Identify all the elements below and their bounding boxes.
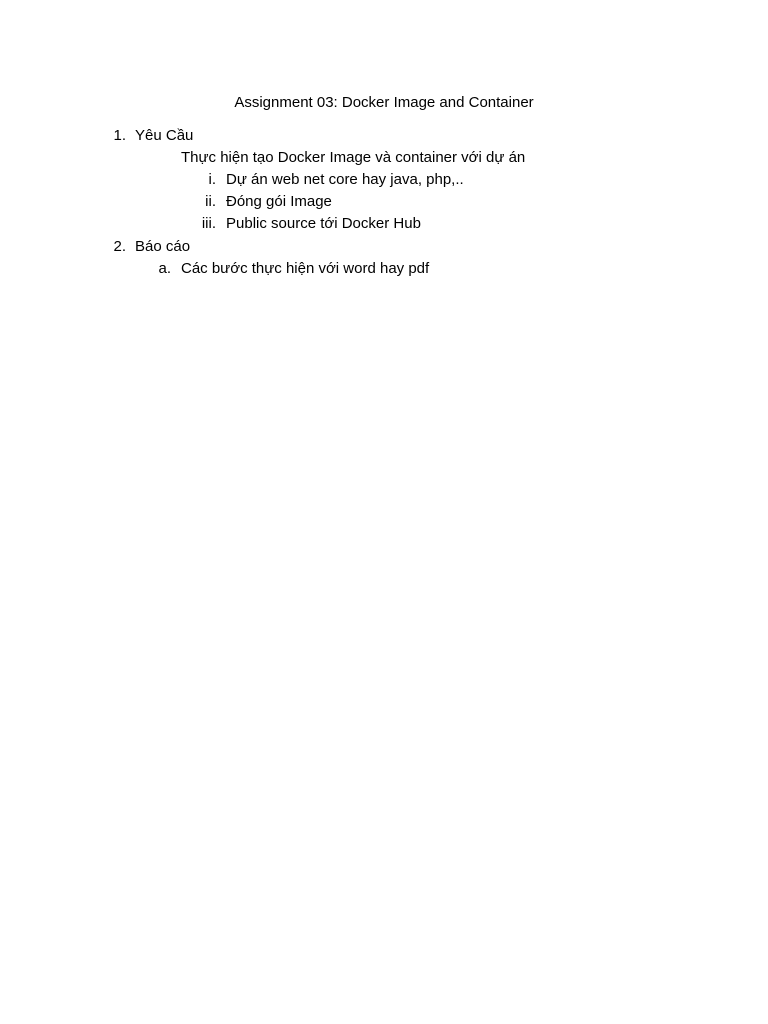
section-number: 1. <box>113 127 126 144</box>
list-item-text: Dự án web net core hay java, php,.. <box>226 171 464 188</box>
list-item-text: Các bước thực hiện với word hay pdf <box>181 260 430 277</box>
list-item-marker: a. <box>158 260 171 277</box>
list-item-marker: i. <box>208 171 216 188</box>
section-description: Thực hiện tạo Docker Image và container với dự án <box>181 149 526 166</box>
list-item-marker: iii. <box>201 215 216 232</box>
list-item-marker: ii. <box>205 193 216 210</box>
list-item-text: Đóng gói Image <box>226 193 332 210</box>
section-heading: Yêu Cầu <box>135 127 194 144</box>
section-heading: Báo cáo <box>135 238 191 255</box>
document-title: Assignment 03: Docker Image and Container <box>234 94 534 111</box>
list-item-text: Public source tới Docker Hub <box>226 215 421 232</box>
section-number: 2. <box>113 238 126 255</box>
